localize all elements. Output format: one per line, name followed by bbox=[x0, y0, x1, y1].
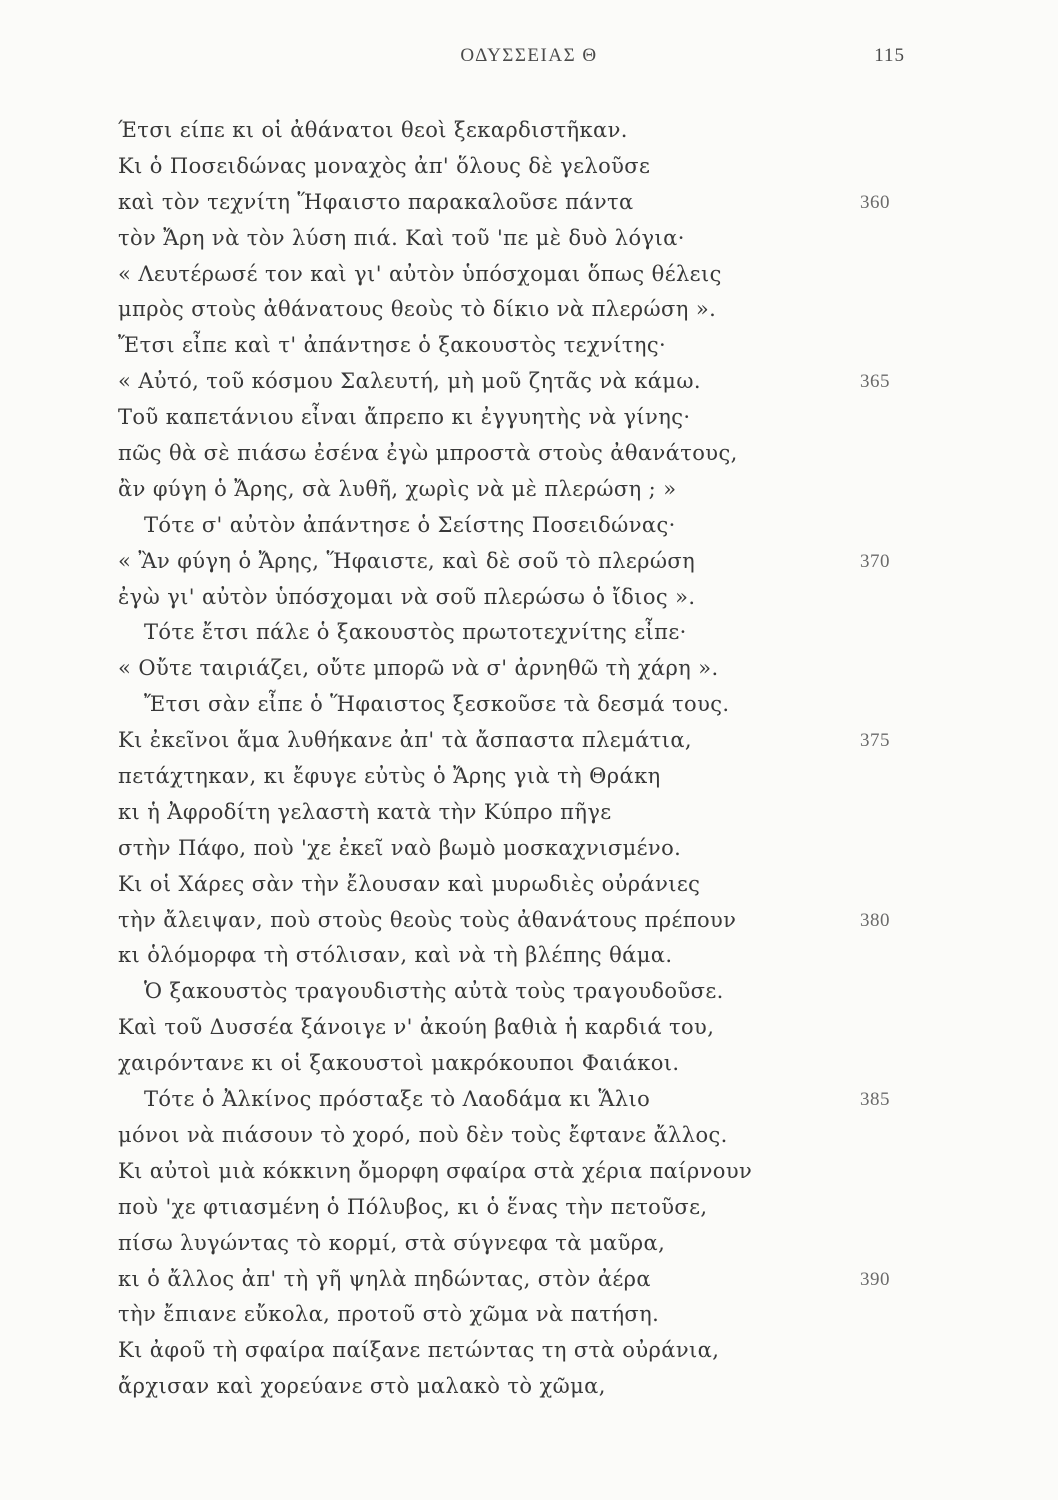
verse-line bbox=[0, 795, 1058, 831]
verse-text: κι ὁλόμορφα τὴ στόλισαν, καὶ νὰ τὴ βλέπης θάμα. bbox=[118, 943, 673, 968]
verse-line bbox=[0, 292, 1058, 328]
verse-text: κι ἡ Ἀφροδίτη γελαστὴ κατὰ τὴν Κύπρο πῆγε bbox=[118, 799, 612, 824]
verse-text: χαιρόντανε κι οἱ ξακουστοὶ μακρόκουποι Φαιάκοι. bbox=[118, 1051, 680, 1076]
line-number: 370 bbox=[860, 550, 890, 572]
line-number: 360 bbox=[860, 191, 890, 213]
verse-line bbox=[0, 544, 1058, 580]
verse-text: πετάχτηκαν, κι ἔφυγε εὐτὺς ὁ Ἄρης γιὰ τὴ Θράκη bbox=[118, 764, 661, 789]
verse-line bbox=[0, 974, 1058, 1010]
verse-line bbox=[0, 364, 1058, 400]
line-number: 380 bbox=[860, 909, 890, 931]
verse-line bbox=[0, 1333, 1058, 1369]
line-number: 390 bbox=[860, 1268, 890, 1290]
verse-line bbox=[0, 1262, 1058, 1298]
verse-text: μόνοι νὰ πιάσουν τὸ χορό, ποὺ δὲν τοὺς ἔφτανε ἄλλος. bbox=[118, 1122, 728, 1147]
verse-line bbox=[0, 113, 1058, 149]
verse-line bbox=[0, 938, 1058, 974]
verse-text: Κι ἀφοῦ τὴ σφαίρα παίξανε πετώντας τη στὰ οὐράνια, bbox=[118, 1338, 720, 1363]
running-title: ΟΔΥΣΣΕΙΑΣ Θ bbox=[460, 45, 598, 66]
verse-text: ἄρχισαν καὶ χορεύανε στὸ μαλακὸ τὸ χῶμα, bbox=[118, 1374, 606, 1399]
verse-line bbox=[0, 508, 1058, 544]
verse-text: στὴν Πάφο, ποὺ 'χε ἐκεῖ ναὸ βωμὸ μοσκαχνισμένο. bbox=[118, 835, 682, 860]
verse-line bbox=[0, 1154, 1058, 1190]
verse-text: Τότε ἔτσι πάλε ὁ ξακουστὸς πρωτοτεχνίτης εἶπε· bbox=[144, 620, 687, 645]
verse-text: Ἔτσι σὰν εἶπε ὁ Ἥφαιστος ξεσκοῦσε τὰ δεσμά τους. bbox=[144, 692, 730, 717]
verse-line bbox=[0, 436, 1058, 472]
verse-line bbox=[0, 149, 1058, 185]
verse-line bbox=[0, 400, 1058, 436]
verse-line bbox=[0, 903, 1058, 939]
verse-text: τὸν Ἄρη νὰ τὸν λύση πιά. Καὶ τοῦ 'πε μὲ δυὸ λόγια· bbox=[118, 225, 685, 250]
verse-text: « Ἂν φύγη ὁ Ἄρης, Ἥφαιστε, καὶ δὲ σοῦ τὸ πλερώση bbox=[118, 548, 696, 573]
verse-line bbox=[0, 831, 1058, 867]
verse-line bbox=[0, 1297, 1058, 1333]
verse-text: πίσω λυγώντας τὸ κορμί, στὰ σύγνεφα τὰ μαῦρα, bbox=[118, 1230, 666, 1255]
verse-text: Κι οἱ Χάρες σὰν τὴν ἔλουσαν καὶ μυρωδιὲς οὐράνιες bbox=[118, 871, 701, 896]
verse-line bbox=[0, 651, 1058, 687]
verse-text: ἐγὼ γι' αὐτὸν ὑπόσχομαι νὰ σοῦ πλερώσω ὁ ἴδιος ». bbox=[118, 584, 696, 609]
line-number: 365 bbox=[860, 371, 890, 393]
verse-text: ποὺ 'χε φτιασμένη ὁ Πόλυβος, κι ὁ ἕνας τὴν πετοῦσε, bbox=[118, 1194, 708, 1219]
verse-line bbox=[0, 1118, 1058, 1154]
verse-text: Καὶ τοῦ Δυσσέα ξάνοιγε ν' ἀκούη βαθιὰ ἡ καρδιά του, bbox=[118, 1015, 715, 1040]
verse-line bbox=[0, 1226, 1058, 1262]
page-number: 115 bbox=[874, 45, 905, 66]
verse-line bbox=[0, 221, 1058, 257]
verse-line bbox=[0, 1369, 1058, 1405]
verse-text: Κι ἐκεῖνοι ἅμα λυθήκανε ἀπ' τὰ ἄσπαστα πλεμάτια, bbox=[118, 728, 692, 753]
verse-line bbox=[0, 472, 1058, 508]
verse-text: Ἔτσι εἶπε καὶ τ' ἀπάντησε ὁ ξακουστὸς τεχνίτης· bbox=[118, 333, 667, 358]
line-number: 385 bbox=[860, 1089, 890, 1111]
verse-line bbox=[0, 580, 1058, 616]
verse-line bbox=[0, 257, 1058, 293]
verse-text: « Αὐτό, τοῦ κόσμου Σαλευτή, μὴ μοῦ ζητᾶς νὰ κάμω. bbox=[118, 369, 701, 394]
verse-line bbox=[0, 687, 1058, 723]
verse-text: ἂν φύγη ὁ Ἄρης, σὰ λυθῆ, χωρὶς νὰ μὲ πλερώση ; » bbox=[118, 476, 677, 501]
verse-line bbox=[0, 328, 1058, 364]
verse-line bbox=[0, 1046, 1058, 1082]
verse-text: κι ὁ ἄλλος ἀπ' τὴ γῆ ψηλὰ πηδώντας, στὸν ἀέρα bbox=[118, 1266, 652, 1291]
verse-text: Κι αὐτοὶ μιὰ κόκκινη ὄμορφη σφαίρα στὰ χέρια παίρνουν bbox=[118, 1158, 753, 1183]
verse-text: καὶ τὸν τεχνίτη Ἥφαιστο παρακαλοῦσε πάντα bbox=[118, 189, 634, 214]
verse-text: Ὁ ξακουστὸς τραγουδιστὴς αὐτὰ τοὺς τραγουδοῦσε. bbox=[144, 979, 724, 1004]
verse-text: Τότε ὁ Ἀλκίνος πρόσταξε τὸ Λαοδάμα κι Ἅλιο bbox=[144, 1087, 651, 1112]
verse-line bbox=[0, 615, 1058, 651]
verse-line bbox=[0, 185, 1058, 221]
verse-text: πῶς θὰ σὲ πιάσω ἐσένα ἐγὼ μπροστὰ στοὺς ἀθανάτους, bbox=[118, 441, 738, 466]
verse-text: Τοῦ καπετάνιου εἶναι ἄπρεπο κι ἐγγυητὴς νὰ γίνης· bbox=[118, 405, 691, 430]
verse-line bbox=[0, 723, 1058, 759]
verse-line bbox=[0, 1190, 1058, 1226]
line-number: 375 bbox=[860, 730, 890, 752]
verse-text: Έτσι είπε κι οἱ ἀθάνατοι θεοὶ ξεκαρδιστῆκαν. bbox=[118, 118, 628, 142]
verse-line bbox=[0, 759, 1058, 795]
verse-line bbox=[0, 1010, 1058, 1046]
verse-line bbox=[0, 867, 1058, 903]
verse-line bbox=[0, 1082, 1058, 1118]
verse-text: τὴν ἄλειψαν, ποὺ στοὺς θεοὺς τοὺς ἀθανάτους πρέπουν bbox=[118, 907, 737, 932]
verse-text: τὴν ἔπιανε εὔκολα, προτοῦ στὸ χῶμα νὰ πατήση. bbox=[118, 1302, 660, 1327]
verse-text: Τότε σ' αὐτὸν ἀπάντησε ὁ Σείστης Ποσειδώνας· bbox=[144, 512, 676, 537]
verse-text: μπρὸς στοὺς ἀθάνατους θεοὺς τὸ δίκιο νὰ πλερώση ». bbox=[118, 297, 717, 322]
verse-text: « Οὔτε ταιριάζει, οὔτε μπορῶ νὰ σ' ἀρνηθῶ τὴ χάρη ». bbox=[118, 656, 719, 681]
verse-text: Κι ὁ Ποσειδώνας μοναχὸς ἀπ' ὅλους δὲ γελοῦσε bbox=[118, 153, 651, 178]
running-head bbox=[0, 45, 1058, 75]
poem-text bbox=[0, 113, 1058, 1405]
verse-text: « Λευτέρωσέ τον καὶ γι' αὐτὸν ὑπόσχομαι ὅπως θέλεις bbox=[118, 261, 722, 286]
